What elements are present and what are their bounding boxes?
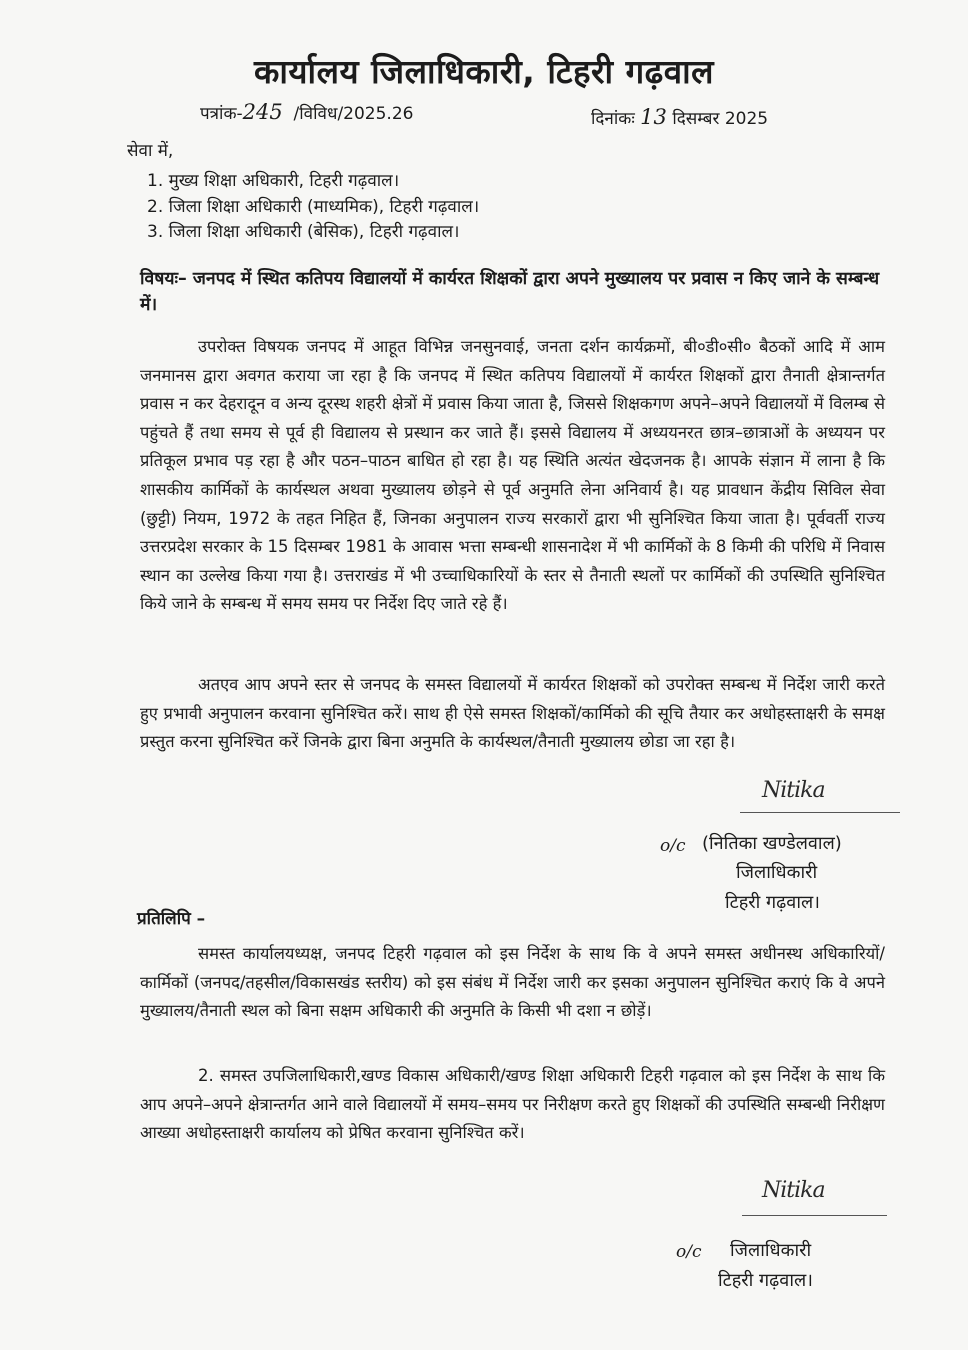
body-paragraph-2: अतएव आप अपने स्तर से जनपद के समस्त विद्यालयों में कार्यरत शिक्षकों को उपरोक्त सम्बन्ध में निर्देश जारी करते हुए प्रभावी अनुपालन करवाना सुनिश्चित करें। साथ ही ऐसे समस्त शिक्षकों/कार्मिको की सूचि तैयार कर अधोहस्ताक्षरी के समक्ष प्रस्तुत करना सुनिश्चित करें जिनके द्वारा बिना अनुमति के कार्यस्थल/तैनाती मुख्यालय छोडा जा रहा है। [140, 675, 885, 752]
signature-scribble: Nitika [762, 778, 825, 803]
signatory-place: टिहरी गढ़वाल। [725, 892, 821, 913]
oc-mark: o/c [676, 1242, 702, 1262]
letter-date [591, 105, 768, 129]
signatory-place: टिहरी गढ़वाल। [718, 1270, 814, 1291]
addressee-heading: सेवा में, [127, 141, 174, 161]
signature-scribble: Nitika [762, 1178, 825, 1203]
signatory-name: (नितिका खण्डेलवाल) [702, 833, 842, 854]
signature-underline [740, 812, 900, 813]
reference-number [200, 100, 413, 124]
date-prefix: दिनांकः [591, 109, 635, 129]
ref-prefix: पत्रांक- [200, 104, 243, 124]
office-title: कार्यालय जिलाधिकारी, टिहरी गढ़वाल [254, 52, 714, 91]
copy-paragraph-2: 2. समस्त उपजिलाधिकारी,खण्ड विकास अधिकारी/खण्ड शिक्षा अधिकारी टिहरी गढ़वाल को इस निर्देश के साथ कि आप अपने–अपने क्षेत्रान्तर्गत आने वाले विद्यालयों में समय–समय पर निरीक्षण करते हुए शिक्षकों की उपस्थिति सम्बन्धी निरीक्षण आख्या अधोहस्ताक्षरी कार्यालय को प्रेषित करवाना सुनिश्चित करें। [140, 1066, 885, 1143]
ref-suffix: /विविध/2025.26 [293, 104, 414, 124]
oc-mark: o/c [660, 836, 686, 856]
signatory-designation: जिलाधिकारी [730, 1240, 812, 1261]
copy-heading: प्रतिलिपि – [137, 909, 206, 929]
date-suffix: दिसम्बर 2025 [672, 109, 769, 129]
date-day-handwritten: 13 [640, 105, 667, 129]
ref-number-handwritten: 245 [242, 100, 283, 124]
addressee-item: 3. जिला शिक्षा अधिकारी (बेसिक), टिहरी गढ़वाल। [147, 222, 460, 242]
signature-underline [742, 1215, 887, 1216]
body-paragraph-1: उपरोक्त विषयक जनपद में आहूत विभिन्न जनसुनवाई, जनता दर्शन कार्यक्रमों, बी०डी०सी० बैठकों आदि में आम जनमानस द्वारा अवगत कराया जा रहा है कि जनपद में स्थित कतिपय विद्यालयों में कार्यरत शिक्षकों द्वारा तैनाती क्षेत्रान्तर्गत प्रवास न कर देहरादून व अन्य दूरस्थ शहरी क्षेत्रों में प्रवास किया जाता है, जिससे शिक्षकगण अपने–अपने विद्यालयों में विलम्ब से पहुंचते हैं तथा समय से पूर्व ही विद्यालय से प्रस्थान कर जाते हैं। इससे विद्यालय में अध्ययनरत छात्र–छात्राओं के अध्ययन पर प्रतिकूल प्रभाव पड़ रहा है और पठन–पाठन बाधित हो रहा है। यह स्थिति अत्यंत खेदजनक है। आपके संज्ञान में लाना है कि शासकीय कार्मिकों के कार्यस्थल अथवा मुख्यालय छोड़ने से पूर्व अनुमति लेना अनिवार्य है। यह प्रावधान केंद्रीय सिविल सेवा (छुट्टी) नियम, 1972 के तहत निहित हैं, जिनका अनुपालन राज्य सरकारों द्वारा भी सुनिश्चित किया जाता है। पूर्ववर्ती राज्य उत्तरप्रदेश सरकार के 15 दिसम्बर 1981 के आवास भत्ता सम्बन्धी शासनादेश में भी कार्मिकों के 8 किमी की परिधि में निवास स्थान का उल्लेख किया गया है। उत्तराखंड में भी उच्चाधिकारियों के स्तर से तैनाती स्थलों पर कार्मिकों की उपस्थिति सुनिश्चित किये जाने के सम्बन्ध में समय समय पर निर्देश दिए जाते रहे हैं। [140, 337, 885, 614]
subject-line: विषयः– जनपद में स्थित कतिपय विद्यालयों में कार्यरत शिक्षकों द्वारा अपने मुख्यालय पर प्रवास न किए जाने के सम्बन्ध में। [140, 269, 880, 315]
signatory-designation: जिलाधिकारी [736, 862, 818, 883]
addressee-item: 1. मुख्य शिक्षा अधिकारी, टिहरी गढ़वाल। [147, 171, 400, 191]
copy-paragraph-1: समस्त कार्यालयध्यक्ष, जनपद टिहरी गढ़वाल को इस निर्देश के साथ कि वे अपने समस्त अधीनस्थ अधिकारियों/कार्मिकों (जनपद/तहसील/विकासखंड स्तरीय) को इस संबंध में निर्देश जारी कर इसका अनुपालन सुनिश्चित कराएं कि वे अपने मुख्यालय/तैनाती स्थल को बिना सक्षम अधिकारी की अनुमति के किसी भी दशा न छोड़ें। [140, 944, 885, 1021]
addressee-item: 2. जिला शिक्षा अधिकारी (माध्यमिक), टिहरी गढ़वाल। [147, 197, 480, 217]
